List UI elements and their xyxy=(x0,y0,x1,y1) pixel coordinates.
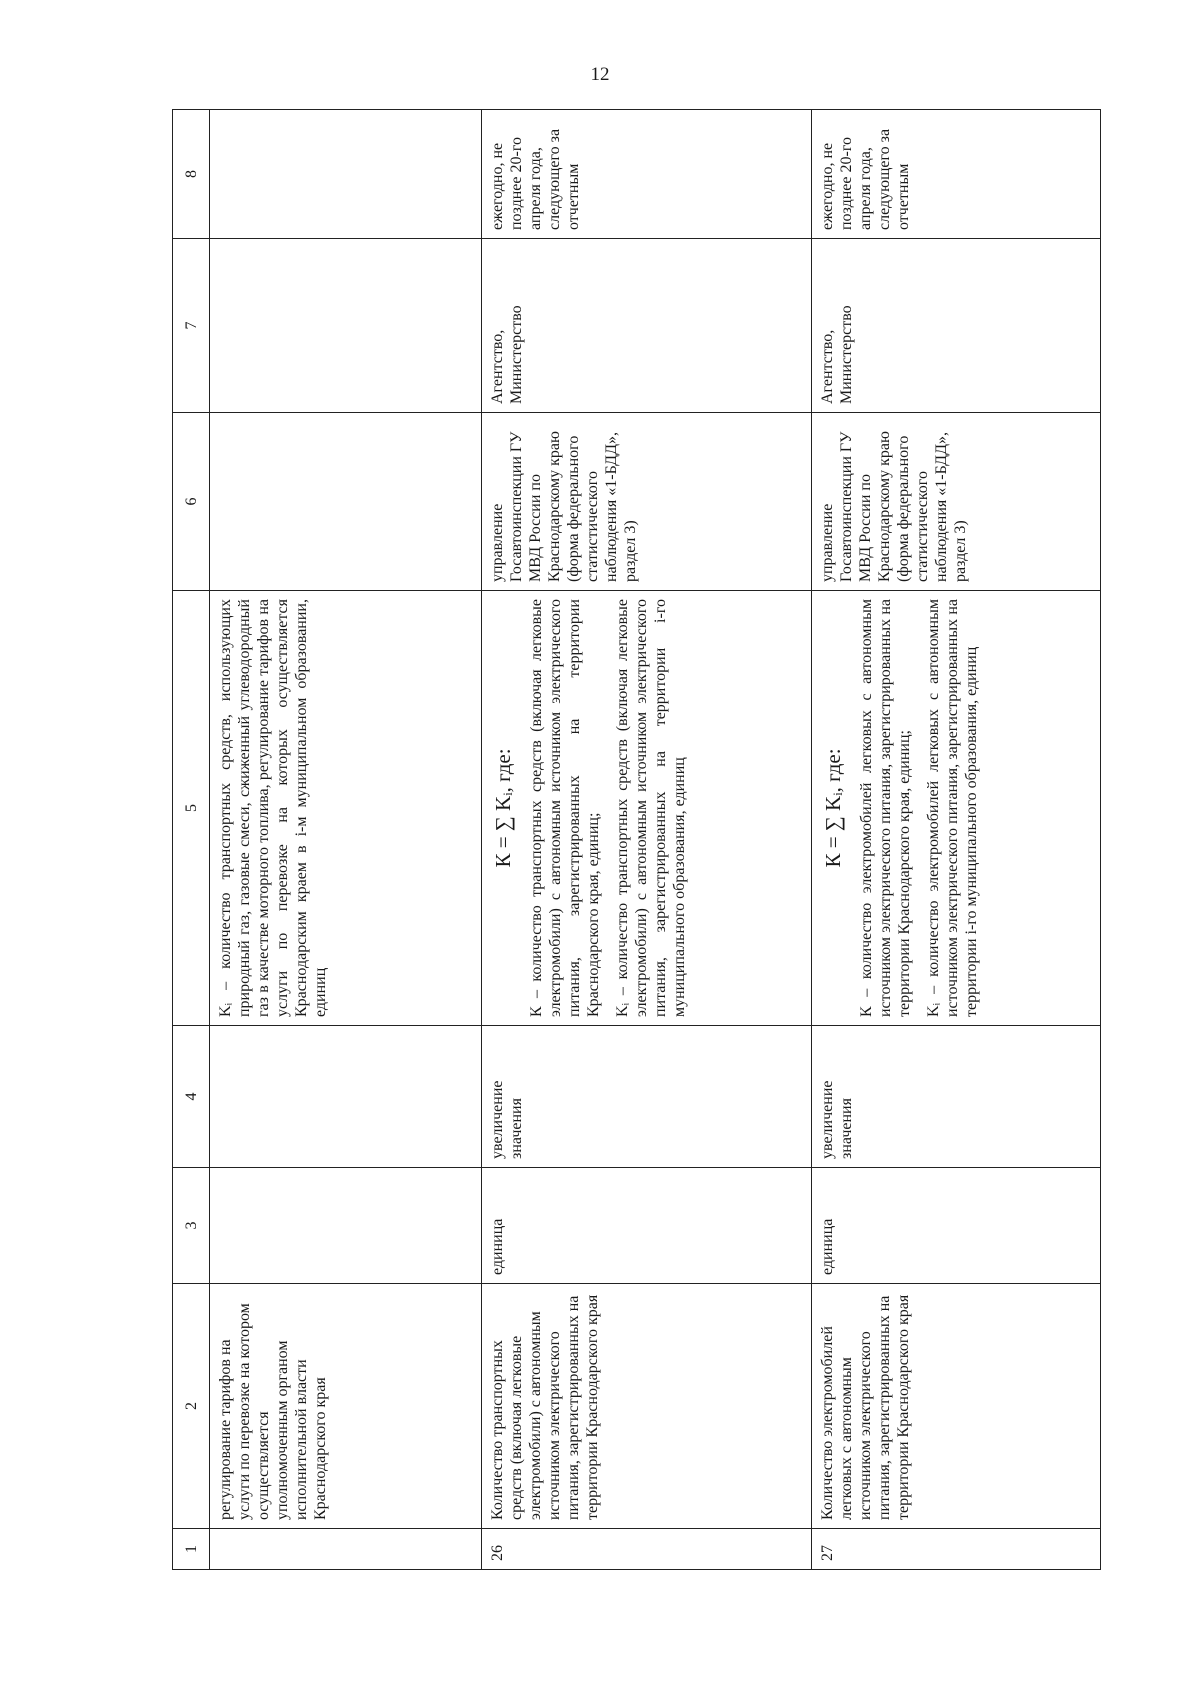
calc-text-1: Kᵢ – количество транспортных средств, использующих природный газ, газовые смеси, сжиженный углеводородный газ в качестве моторного топлива, регулирование тарифов на услуги по перевозке на которых осуществляется Краснодарским краем в i-м муниципальном образовании, единиц xyxy=(217,599,329,1017)
indicator-trend: увеличение значения xyxy=(812,1026,1101,1168)
table-row xyxy=(210,110,482,1570)
indicator-unit: единица xyxy=(482,1168,812,1284)
deadline: ежегодно, не позднее 20-го апреля года, следующего за отчетным xyxy=(482,110,812,239)
indicator-trend xyxy=(210,1026,482,1168)
row-number xyxy=(210,1529,482,1570)
data-source: управление Госавтоинспекции ГУ МВД России по Краснодарскому краю (форма федерального статистического наблюдения «1-БДД», раздел 3) xyxy=(812,413,1101,591)
header-col-4: 4 xyxy=(173,1026,210,1168)
calculation-method xyxy=(210,591,482,1026)
calc-text-1: К – количество транспортных средств (включая легковые электромобили) с автономным источником электрического питания, зарегистрированных на территории Краснодарского края, единиц; xyxy=(528,599,602,1017)
deadline xyxy=(210,110,482,239)
page-number: 12 xyxy=(590,64,610,85)
deadline: ежегодно, не позднее 20-го апреля года, следующего за отчетным xyxy=(812,110,1101,239)
row-number: 26 xyxy=(482,1529,812,1570)
table-row xyxy=(812,110,1101,1570)
indicator-trend: увеличение значения xyxy=(482,1026,812,1168)
header-col-7: 7 xyxy=(173,239,210,413)
header-col-5: 5 xyxy=(173,591,210,1026)
header-col-1: 1 xyxy=(173,1529,210,1570)
formula: К = ∑ Kᵢ, где: xyxy=(491,748,515,868)
header-col-8: 8 xyxy=(173,110,210,239)
header-col-2: 2 xyxy=(173,1284,210,1529)
header-col-6: 6 xyxy=(173,413,210,591)
indicator-unit xyxy=(210,1168,482,1284)
calc-text-1: К – количество электромобилей легковых с автономным источником электрического питания, зарегистрированных на территории Краснодарского края, единиц; xyxy=(858,599,913,1017)
indicator-table xyxy=(172,109,1101,1570)
header-col-3: 3 xyxy=(173,1168,210,1284)
data-source xyxy=(210,413,482,591)
calc-text-2: Kᵢ – количество транспортных средств (включая легковые электромобили) с автономным источником электрического питания, зарегистрированных на территории i-го муниципального образования, единиц xyxy=(614,599,688,1017)
calc-text-2: Kᵢ – количество электромобилей легковых с автономным источником электрического питания, зарегистрированных на территории i-го муниципального образования, единиц xyxy=(925,599,980,1017)
indicator-name: Количество электромобилей легковых с автономным источником электрического питания, зарегистрированных на территории Краснодарского края xyxy=(812,1284,1101,1529)
header-row xyxy=(173,110,210,1570)
row-number: 27 xyxy=(812,1529,1101,1570)
data-source: управление Госавтоинспекции ГУ МВД России по Краснодарскому краю (форма федерального статистического наблюдения «1-БДД», раздел 3) xyxy=(482,413,812,591)
rotated-table-wrapper xyxy=(172,110,1085,1570)
indicator-name: регулирование тарифов на услуги по перевозке на котором осуществляется уполномоченным органом исполнительной власти Краснодарского края xyxy=(210,1284,482,1529)
responsible: Агентство, Министерство xyxy=(482,239,812,413)
calculation-method xyxy=(812,591,1101,1026)
responsible xyxy=(210,239,482,413)
calculation-method xyxy=(482,591,812,1026)
indicator-unit: единица xyxy=(812,1168,1101,1284)
table-row xyxy=(482,110,812,1570)
formula: К = ∑ Kᵢ, где: xyxy=(821,748,845,868)
responsible: Агентство, Министерство xyxy=(812,239,1101,413)
indicator-name: Количество транспортных средств (включая легковые электромобили) с автономным источником электрического питания, зарегистрированных на территории Краснодарского края xyxy=(482,1284,812,1529)
